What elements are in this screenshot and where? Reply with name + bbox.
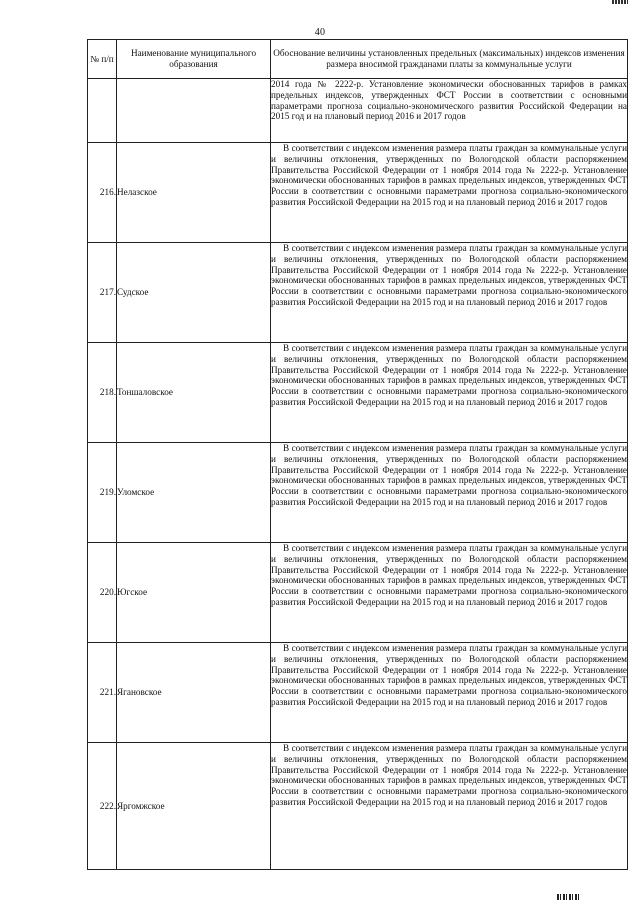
cell-num: 222. xyxy=(88,743,117,870)
header-basis: Обоснование величины установленных предельных (максимальных) индексов изменения размера вносимой гражданами платы за коммунальные услуги xyxy=(271,40,628,79)
cell-basis: В соответствии с индексом изменения размера платы граждан за коммунальные услуги и величины отклонения, утвержденных по Вологодской области распоряжением Правительства Российской Федерации от 1 ноября 2014 года № 2222-р. Установление экономически обоснованных тарифов в рамках предельных индексов, утвержденных ФСТ России в соответствии с основными параметрами прогноза социально-экономического развития Российской Федерации на 2015 год и на плановый период 2016 и 2017 годов xyxy=(271,443,628,543)
cell-num: 219. xyxy=(88,443,117,543)
cell-basis: В соответствии с индексом изменения размера платы граждан за коммунальные услуги и величины отклонения, утвержденных по Вологодской области распоряжением Правительства Российской Федерации от 1 ноября 2014 года № 2222-р. Установление экономически обоснованных тарифов в рамках предельных индексов, утвержденных ФСТ России в соответствии с основными параметрами прогноза социально-экономического развития Российской Федерации на 2015 год и на плановый период 2016 и 2017 годов xyxy=(271,243,628,343)
table-row xyxy=(88,643,628,743)
cell-basis: В соответствии с индексом изменения размера платы граждан за коммунальные услуги и величины отклонения, утвержденных по Вологодской области распоряжением Правительства Российской Федерации от 1 ноября 2014 года № 2222-р. Установление экономически обоснованных тарифов в рамках предельных индексов, утвержденных ФСТ России в соответствии с основными параметрами прогноза социально-экономического развития Российской Федерации на 2015 год и на плановый период 2016 и 2017 годов xyxy=(271,643,628,743)
scan-corner-mark xyxy=(612,0,628,4)
cell-num: 221. xyxy=(88,643,117,743)
cell-num: 218. xyxy=(88,343,117,443)
cell-num: 220. xyxy=(88,543,117,643)
table-row xyxy=(88,343,628,443)
table-row xyxy=(88,243,628,343)
table-row-continuation xyxy=(88,79,628,143)
cell-basis: В соответствии с индексом изменения размера платы граждан за коммунальные услуги и величины отклонения, утвержденных по Вологодской области распоряжением Правительства Российской Федерации от 1 ноября 2014 года № 2222-р. Установление экономически обоснованных тарифов в рамках предельных индексов, утвержденных ФСТ России в соответствии с основными параметрами прогноза социально-экономического развития Российской Федерации на 2015 год и на плановый период 2016 и 2017 годов xyxy=(271,543,628,643)
table-row xyxy=(88,143,628,243)
header-name: Наименование муниципального образования xyxy=(117,40,271,79)
cell-name: Ягановское xyxy=(117,643,271,743)
cell-basis: В соответствии с индексом изменения размера платы граждан за коммунальные услуги и величины отклонения, утвержденных по Вологодской области распоряжением Правительства Российской Федерации от 1 ноября 2014 года № 2222-р. Установление экономически обоснованных тарифов в рамках предельных индексов, утвержденных ФСТ России в соответствии с основными параметрами прогноза социально-экономического развития Российской Федерации на 2015 год и на плановый период 2016 и 2017 годов xyxy=(271,743,628,870)
cell-name xyxy=(117,79,271,143)
cell-basis: 2014 года № 2222-р. Установление экономически обоснованных тарифов в рамках предельных индексов, утвержденных ФСТ России в соответствии с основными параметрами прогноза социально-экономического развития Российской Федерации на 2015 год и на плановый период 2016 и 2017 годов xyxy=(271,79,628,143)
cell-name: Югское xyxy=(117,543,271,643)
cell-basis: В соответствии с индексом изменения размера платы граждан за коммунальные услуги и величины отклонения, утвержденных по Вологодской области распоряжением Правительства Российской Федерации от 1 ноября 2014 года № 2222-р. Установление экономически обоснованных тарифов в рамках предельных индексов, утвержденных ФСТ России в соответствии с основными параметрами прогноза социально-экономического развития Российской Федерации на 2015 год и на плановый период 2016 и 2017 годов xyxy=(271,143,628,243)
page-number: 40 xyxy=(314,27,326,38)
cell-name: Тоншаловское xyxy=(117,343,271,443)
cell-basis: В соответствии с индексом изменения размера платы граждан за коммунальные услуги и величины отклонения, утвержденных по Вологодской области распоряжением Правительства Российской Федерации от 1 ноября 2014 года № 2222-р. Установление экономически обоснованных тарифов в рамках предельных индексов, утвержденных ФСТ России в соответствии с основными параметрами прогноза социально-экономического развития Российской Федерации на 2015 год и на плановый период 2016 и 2017 годов xyxy=(271,343,628,443)
table-row xyxy=(88,443,628,543)
table-row xyxy=(88,543,628,643)
cell-name: Судское xyxy=(117,243,271,343)
cell-num xyxy=(88,79,117,143)
table-header-row xyxy=(88,40,628,79)
scan-barcode-mark xyxy=(557,894,581,900)
tariff-index-table xyxy=(87,39,628,870)
cell-num: 216. xyxy=(88,143,117,243)
header-num: № п/п xyxy=(88,40,117,79)
cell-name: Нелазское xyxy=(117,143,271,243)
cell-name: Уломское xyxy=(117,443,271,543)
table-row xyxy=(88,743,628,870)
cell-num: 217. xyxy=(88,243,117,343)
cell-name: Яргомжское xyxy=(117,743,271,870)
